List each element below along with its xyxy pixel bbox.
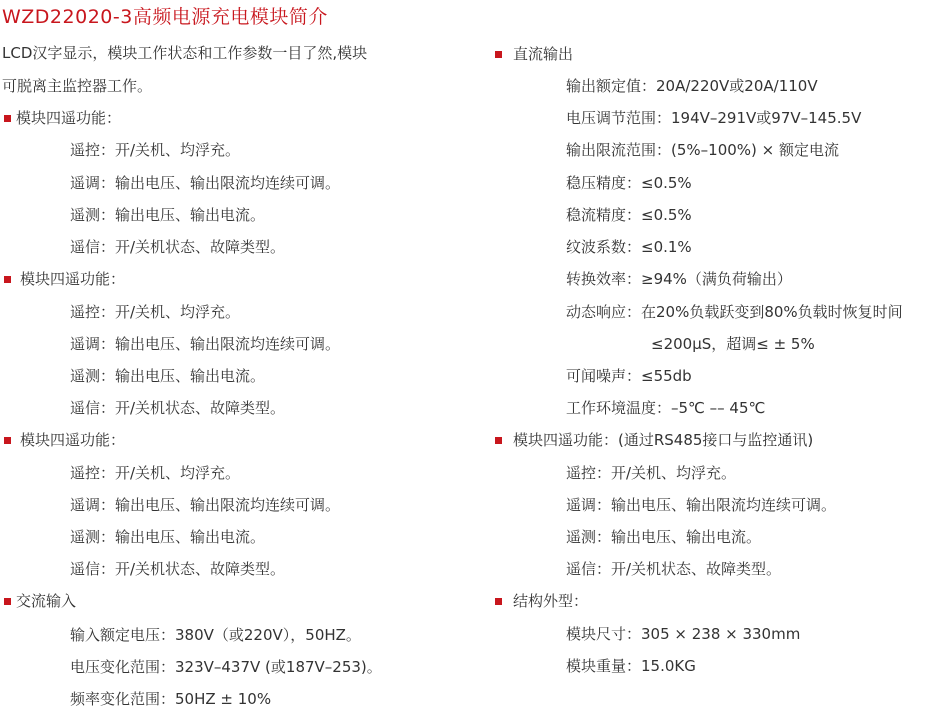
list-item: 遥控：开/关机、均浮充。 <box>70 464 241 482</box>
list-item: 遥测：输出电压、输出电流。 <box>70 367 266 385</box>
section-heading: 模块四遥功能： <box>16 109 122 127</box>
section-heading: 交流输入 <box>16 592 77 610</box>
spec-line: 纹波系数：≤0.1% <box>566 238 692 256</box>
list-item: 遥测：输出电压、输出电流。 <box>566 528 762 546</box>
bullet-icon <box>495 51 502 58</box>
spec-line: 动态响应：在20%负载跃变到80%负载时恢复时间 <box>566 303 903 321</box>
list-item: 遥信：开/关机状态、故障类型。 <box>70 399 286 417</box>
list-item: 遥调：输出电压、输出限流均连续可调。 <box>566 496 837 514</box>
spec-line: 稳压精度：≤0.5% <box>566 174 692 192</box>
page-title: WZD22020-3高频电源充电模块简介 <box>2 6 328 28</box>
intro-line-2: 可脱离主监控器工作。 <box>2 77 153 95</box>
intro-line-1: LCD汉字显示，模块工作状态和工作参数一目了然,模块 <box>2 44 368 62</box>
spec-line: 模块重量：15.0KG <box>566 657 696 675</box>
section-heading: 模块四遥功能：(通过RS485接口与监控通讯) <box>513 431 814 449</box>
bullet-icon <box>4 115 11 122</box>
spec-line: 电压调节范围：194V–291V或97V–145.5V <box>566 109 862 127</box>
list-item: 遥信：开/关机状态、故障类型。 <box>70 238 286 256</box>
list-item: 频率变化范围：50HZ ± 10% <box>70 690 272 708</box>
list-item: 遥测：输出电压、输出电流。 <box>70 206 266 224</box>
list-item: 遥调：输出电压、输出限流均连续可调。 <box>70 496 341 514</box>
bullet-icon <box>495 437 502 444</box>
list-item: 电压变化范围：323V–437V (或187V–253)。 <box>70 658 382 676</box>
list-item: 遥控：开/关机、均浮充。 <box>70 303 241 321</box>
list-item: 遥控：开/关机、均浮充。 <box>70 141 241 159</box>
bullet-icon <box>4 437 11 444</box>
section-heading: 模块四遥功能： <box>20 431 126 449</box>
spec-line: 工作环境温度：–5℃ –– 45℃ <box>566 399 766 417</box>
bullet-icon <box>495 598 502 605</box>
spec-line: 稳流精度：≤0.5% <box>566 206 692 224</box>
spec-line: 模块尺寸：305 × 238 × 330mm <box>566 625 801 643</box>
spec-line: ≤200μS，超调≤ ± 5% <box>651 335 815 353</box>
spec-line: 输出额定值：20A/220V或20A/110V <box>566 77 818 95</box>
spec-line: 输出限流范围：(5%–100%) × 额定电流 <box>566 141 839 159</box>
bullet-icon <box>4 276 11 283</box>
list-item: 遥信：开/关机状态、故障类型。 <box>70 560 286 578</box>
section-heading: 模块四遥功能： <box>20 270 126 288</box>
list-item: 遥控：开/关机、均浮充。 <box>566 464 737 482</box>
list-item: 遥测：输出电压、输出电流。 <box>70 528 266 546</box>
section-heading: 直流输出 <box>513 45 574 63</box>
list-item: 遥调：输出电压、输出限流均连续可调。 <box>70 174 341 192</box>
list-item: 输入额定电压：380V（或220V），50HZ。 <box>70 626 361 644</box>
spec-line: 转换效率：≥94%（满负荷输出） <box>566 270 792 288</box>
list-item: 遥调：输出电压、输出限流均连续可调。 <box>70 335 341 353</box>
section-heading: 结构外型： <box>513 592 589 610</box>
list-item: 遥信：开/关机状态、故障类型。 <box>566 560 782 578</box>
spec-line: 可闻噪声：≤55db <box>566 367 692 385</box>
bullet-icon <box>4 598 11 605</box>
